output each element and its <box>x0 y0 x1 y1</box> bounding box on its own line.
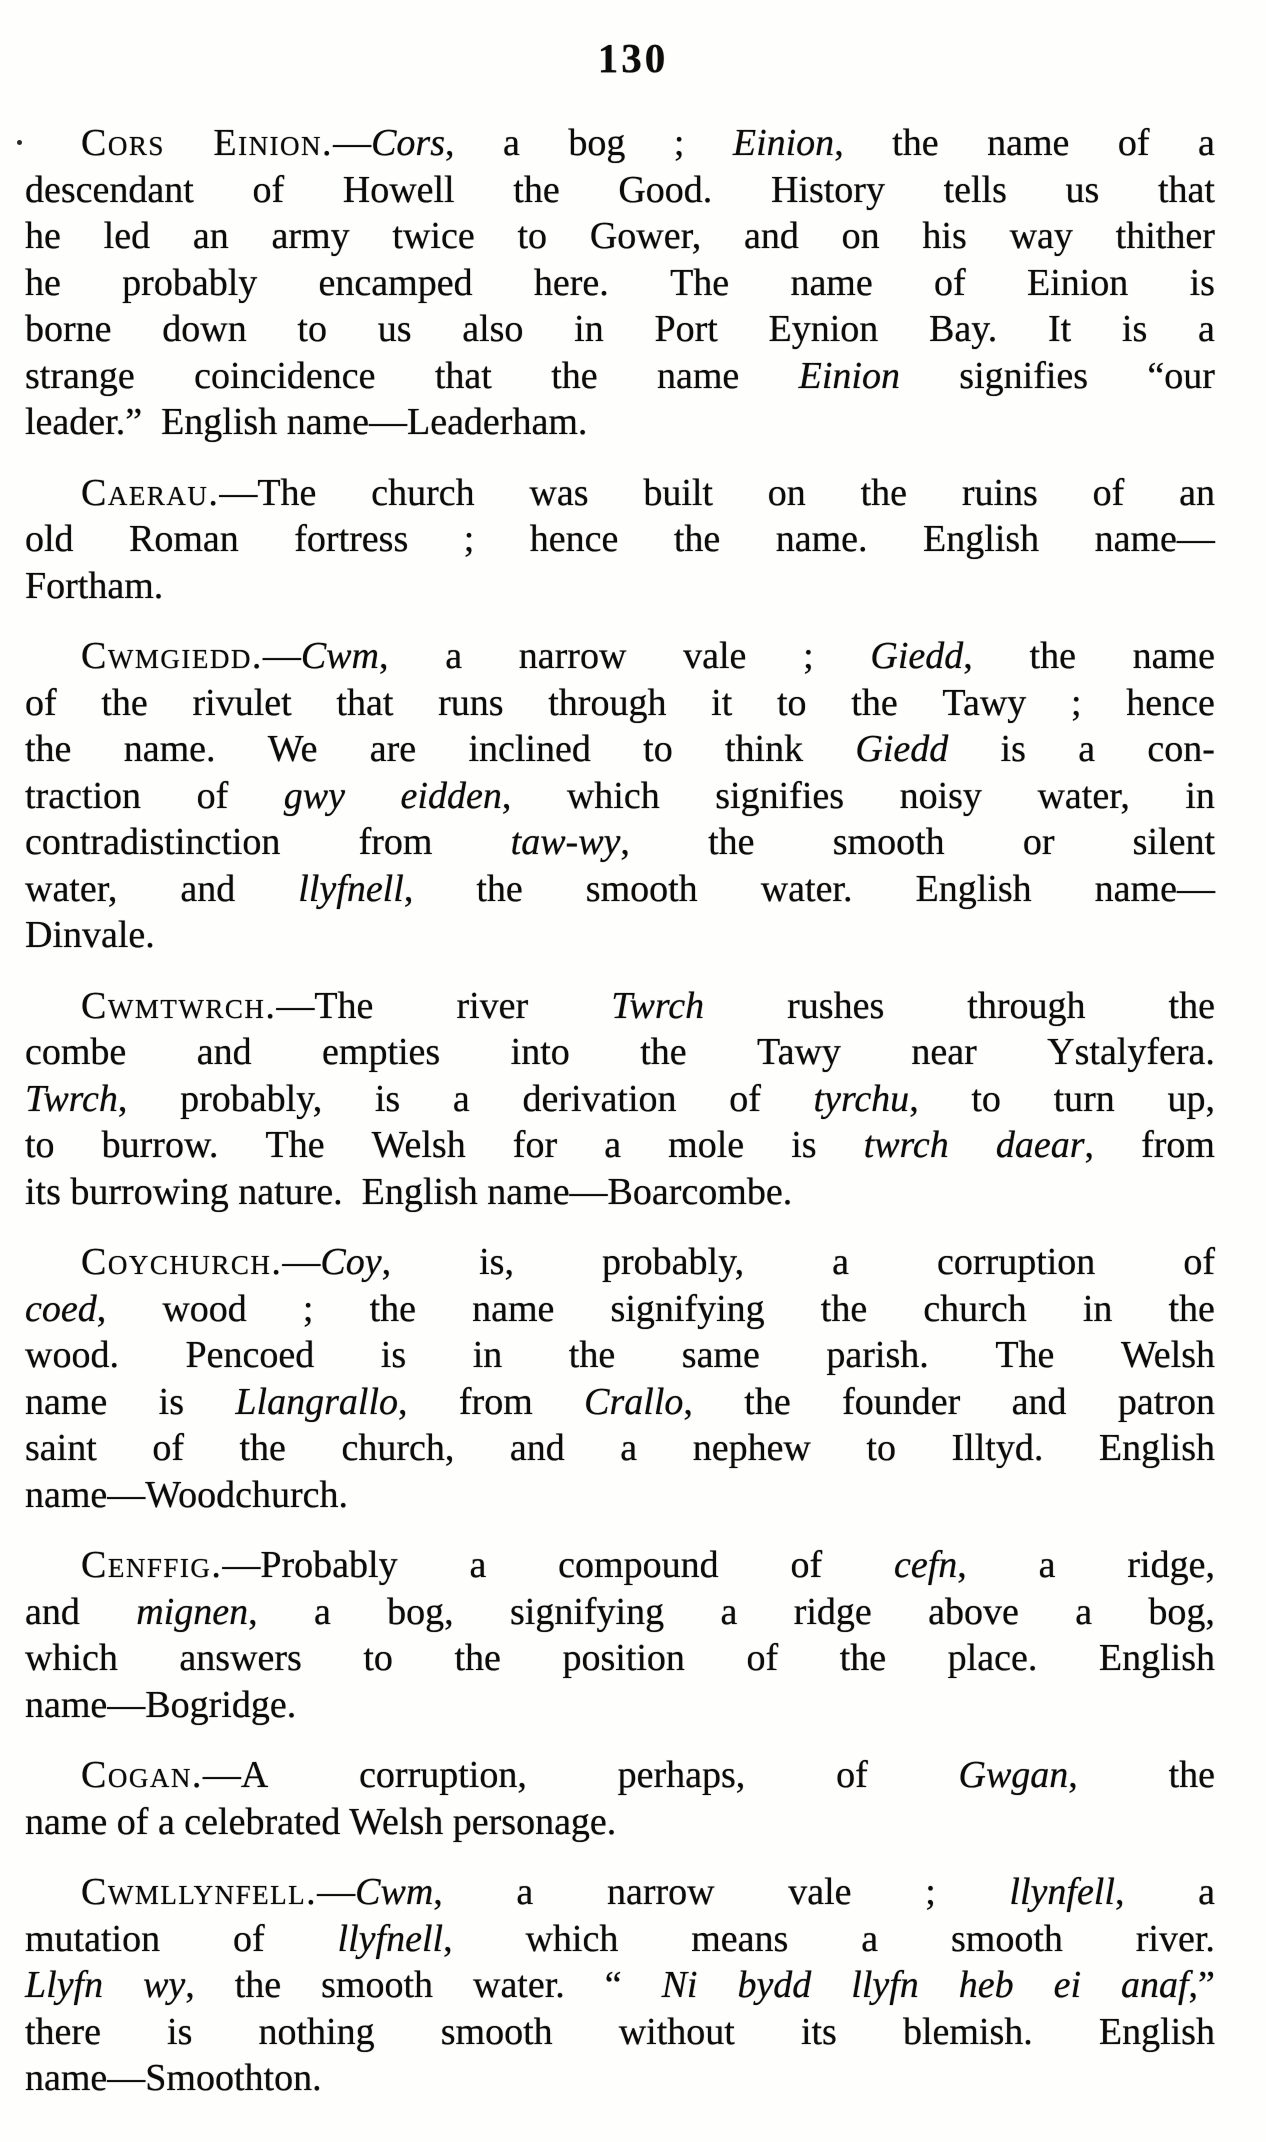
paragraph-cogan <box>25 1752 1215 1845</box>
page-number: 130 <box>597 35 669 81</box>
paragraph-cwmgiedd <box>25 633 1215 959</box>
text-line: combe and empties into the Tawy near Ystalyfera. <box>25 1031 1215 1073</box>
text-line: contradistinction from taw-wy, the smooth or silent <box>25 821 1215 863</box>
text-line: name of a celebrated Welsh personage. <box>25 1800 617 1843</box>
text-line: he probably encamped here. The name of Einion is <box>25 261 1215 304</box>
text-line: which answers to the position of the place. English <box>25 1637 1215 1679</box>
text-line: old Roman fortress ; hence the name. English name— <box>25 518 1215 560</box>
text-line: mutation of llyfnell, which means a smooth river. <box>25 1917 1215 1960</box>
text-line: name—Bogridge. <box>25 1683 297 1726</box>
text-block <box>25 120 1215 2126</box>
ink-speck <box>17 140 22 145</box>
text-line: Cors Einion.—Cors, a bog ; Einion, the name of a <box>81 122 1215 164</box>
text-line: there is nothing smooth without its blemish. English <box>25 2010 1215 2053</box>
text-line: saint of the church, and a nephew to Illtyd. English <box>25 1427 1215 1469</box>
text-line: leader.” English name—Leaderham. <box>25 401 588 443</box>
text-line: descendant of Howell the Good. History tells us that <box>25 168 1215 211</box>
text-line: Caerau.—The church was built on the ruins of an <box>81 471 1215 514</box>
text-line: name—Smoothton. <box>25 2057 322 2099</box>
text-line: its burrowing nature. English name—Boarcombe. <box>25 1170 793 1213</box>
text-line: Llyfn wy, the smooth water. “ Ni bydd llyfn heb ei anaf,” <box>25 1964 1215 2006</box>
text-line: Twrch, probably, is a derivation of tyrchu, to turn up, <box>25 1077 1215 1120</box>
text-line: Dinvale. <box>25 914 155 956</box>
text-line: of the rivulet that runs through it to the Tawy ; hence <box>25 681 1215 724</box>
text-line: and mignen, a bog, signifying a ridge above a bog, <box>25 1590 1215 1633</box>
text-line: Cwmtwrch.—The river Twrch rushes through the <box>81 984 1215 1027</box>
text-line: name—Woodchurch. <box>25 1473 348 1516</box>
paragraph-cwmtwrch <box>25 983 1215 1216</box>
text-line: water, and llyfnell, the smooth water. English name— <box>25 867 1215 910</box>
text-line: wood. Pencoed is in the same parish. The Welsh <box>25 1334 1215 1376</box>
paragraph-cwmllynfell <box>25 1869 1215 2102</box>
text-line: Fortham. <box>25 564 164 607</box>
paragraph-cors-einion <box>25 120 1215 446</box>
text-line: borne down to us also in Port Eynion Bay. It is a <box>25 308 1215 350</box>
text-line: name is Llangrallo, from Crallo, the founder and patron <box>25 1380 1215 1423</box>
text-line: Coychurch.—Coy, is, probably, a corruption of <box>81 1241 1215 1283</box>
text-line: he led an army twice to Gower, and on his way thither <box>25 215 1215 257</box>
text-line: Cenffig.—Probably a compound of cefn, a ridge, <box>81 1544 1215 1586</box>
text-line: coed, wood ; the name signifying the church in the <box>25 1287 1215 1330</box>
paragraph-caerau <box>25 470 1215 610</box>
text-line: Cwmgiedd.—Cwm, a narrow vale ; Giedd, the name <box>81 635 1215 677</box>
text-line: strange coincidence that the name Einion signifies “our <box>25 354 1215 397</box>
paragraph-coychurch <box>25 1239 1215 1518</box>
paragraph-cenffig <box>25 1542 1215 1728</box>
text-line: Cogan.—A corruption, perhaps, of Gwgan, the <box>81 1754 1215 1796</box>
text-line: the name. We are inclined to think Giedd is a con- <box>25 728 1215 770</box>
text-line: traction of gwy eidden, which signifies noisy water, in <box>25 774 1215 817</box>
text-line: to burrow. The Welsh for a mole is twrch daear, from <box>25 1124 1215 1166</box>
text-line: Cwmllynfell.—Cwm, a narrow vale ; llynfell, a <box>81 1871 1215 1913</box>
